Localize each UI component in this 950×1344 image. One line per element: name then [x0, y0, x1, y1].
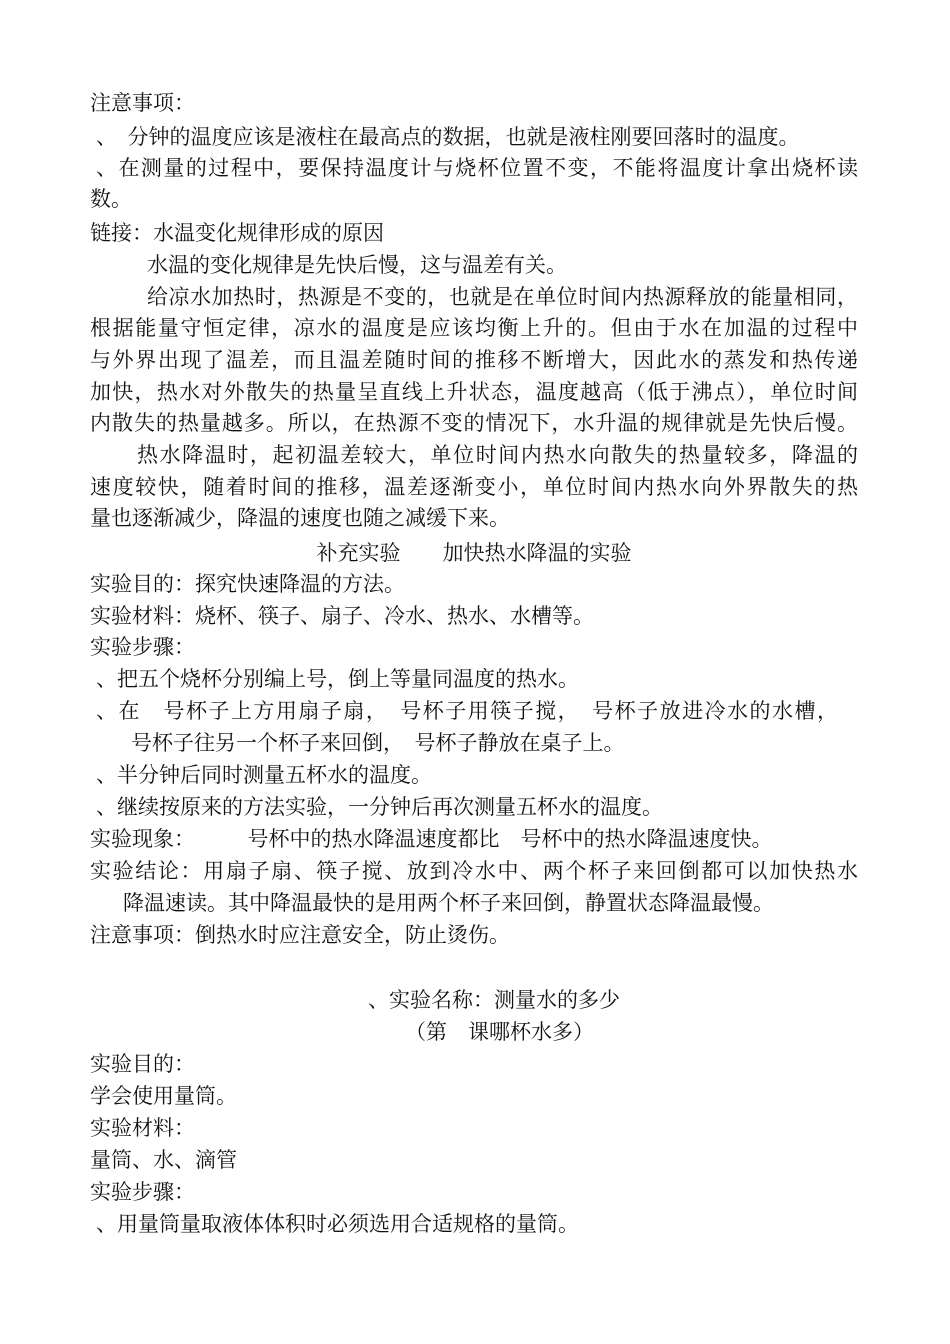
paragraph-line: 速度较快，随着时间的推移，温差逐渐变小，单位时间内热水向外界散失的热 — [90, 475, 858, 499]
step-line: 、继续按原来的方法实验，一分钟后再次测量五杯水的温度。 — [96, 795, 663, 819]
paragraph-line: 加快，热水对外散失的热量呈直线上升状态，温度越高（低于沸点），单位时间 — [90, 380, 858, 404]
paragraph-line: 热水降温时，起初温差较大，单位时间内热水向散失的热量较多，降温的 — [137, 443, 858, 467]
experiment-purpose-heading: 实验目的： — [90, 1052, 195, 1076]
experiment-purpose: 学会使用量筒。 — [90, 1084, 237, 1108]
paragraph-line: 内散失的热量越多。所以，在热源不变的情况下，水升温的规律就是先快后慢。 — [90, 411, 858, 435]
conclusion-line: 实验结论：用扇子扇、筷子搅、放到冷水中、两个杯子来回倒都可以加快热水 — [90, 859, 858, 883]
step-line: 、在 号杯子上方用扇子扇， 号杯子用筷子搅， 号杯子放进冷水的水槽， — [96, 699, 838, 723]
experiment-title: 、实验名称：测量水的多少 — [368, 988, 620, 1012]
step-line: 、半分钟后同时测量五杯水的温度。 — [96, 763, 432, 787]
paragraph-line: 量也逐渐减少，降温的速度也随之减缓下来。 — [90, 506, 510, 530]
notes-heading: 注意事项： — [90, 91, 195, 115]
link-title: 链接：水温变化规律形成的原因 — [90, 221, 384, 245]
step-line: 、把五个烧杯分别编上号，倒上等量同温度的热水。 — [96, 667, 579, 691]
note-line: 、 分钟的温度应该是液柱在最高点的数据，也就是液柱刚要回落时的温度。 — [96, 125, 800, 149]
note-line: 数。 — [90, 187, 132, 211]
supplement-phenomenon: 实验现象： 号杯中的热水降温速度都比 号杯中的热水降温速度快。 — [90, 827, 773, 851]
supplement-purpose: 实验目的：探究快速降温的方法。 — [90, 572, 405, 596]
experiment-materials: 量筒、水、滴管 — [90, 1148, 237, 1172]
paragraph-line: 水温的变化规律是先快后慢，这与温差有关。 — [147, 253, 567, 277]
supplement-steps-heading: 实验步骤： — [90, 635, 195, 659]
supplement-caution: 注意事项：倒热水时应注意安全，防止烫伤。 — [90, 923, 510, 947]
experiment-subtitle: （第 课哪杯水多） — [405, 1020, 594, 1044]
paragraph-line: 给凉水加热时，热源是不变的，也就是在单位时间内热源释放的能量相同， — [147, 285, 858, 309]
experiment-step: 、用量筒量取液体体积时必须选用合适规格的量筒。 — [96, 1212, 579, 1236]
experiment-materials-heading: 实验材料： — [90, 1116, 195, 1140]
experiment-steps-heading: 实验步骤： — [90, 1180, 195, 1204]
note-line: 、在测量的过程中，要保持温度计与烧杯位置不变，不能将温度计拿出烧杯读 — [96, 156, 858, 180]
supplement-materials: 实验材料：烧杯、筷子、扇子、冷水、热水、水槽等。 — [90, 604, 594, 628]
step-line: 号杯子往另一个杯子来回倒， 号杯子静放在桌子上。 — [110, 731, 625, 755]
supplement-title: 补充实验 加快热水降温的实验 — [316, 541, 632, 565]
conclusion-line: 降温速读。其中降温最快的是用两个杯子来回倒，静置状态降温最慢。 — [123, 891, 774, 915]
paragraph-line: 与外界出现了温差，而且温差随时间的推移不断增大，因此水的蒸发和热传递 — [90, 348, 858, 372]
paragraph-line: 根据能量守恒定律，凉水的温度是应该均衡上升的。但由于水在加温的过程中 — [90, 316, 858, 340]
